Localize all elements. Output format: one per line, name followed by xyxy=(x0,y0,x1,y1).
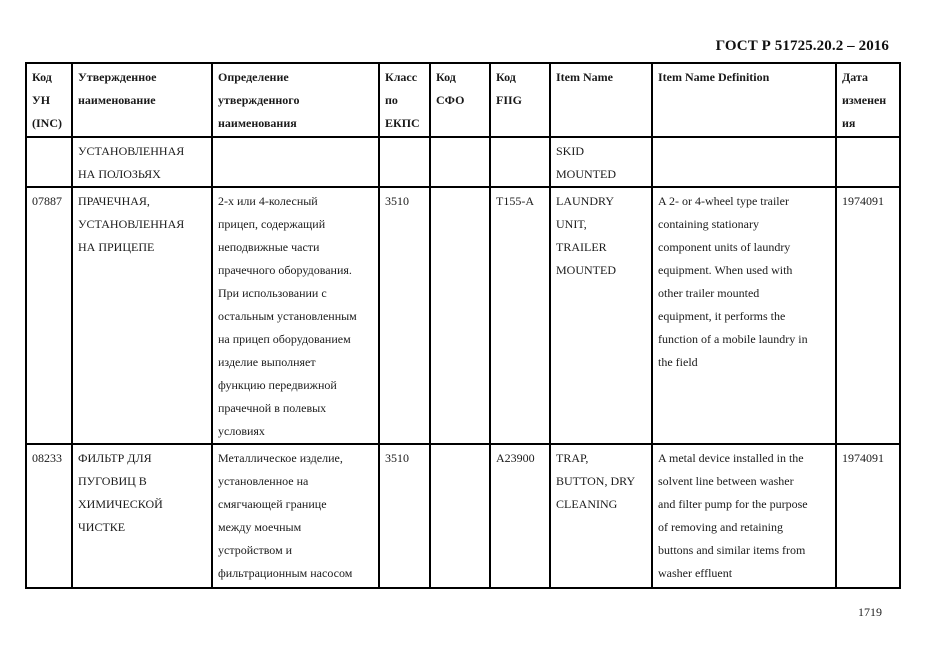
column-header-definition-ru xyxy=(212,63,379,137)
cell-item-name xyxy=(550,187,652,444)
cell-change-date xyxy=(836,187,900,444)
cell-text: buttons and similar items from xyxy=(658,543,806,557)
cell-text: TRAILER xyxy=(556,240,607,254)
column-header-approved-name xyxy=(72,63,212,137)
column-header-text: утвержденного xyxy=(218,93,300,107)
cell-text: устройством и xyxy=(218,543,293,557)
column-header-text: Item Name Definition xyxy=(658,70,770,84)
column-header-ekps-class xyxy=(379,63,430,137)
cell-text: УСТАНОВЛЕННАЯ xyxy=(78,217,185,231)
cell-text: 3510 xyxy=(385,451,409,465)
column-header-text: (INC) xyxy=(32,116,62,130)
cell-item-name-definition xyxy=(652,137,836,187)
cell-text: component units of laundry xyxy=(658,240,791,254)
cell-text: НА ПОЛОЗЬЯХ xyxy=(78,167,161,181)
cell-text: function of a mobile laundry in xyxy=(658,332,808,346)
cell-text: ПУГОВИЦ В xyxy=(78,474,147,488)
cell-text: прачечного оборудования. xyxy=(218,263,352,277)
cell-text: MOUNTED xyxy=(556,167,616,181)
table-row xyxy=(26,187,900,444)
cell-ekps-class xyxy=(379,444,430,588)
cell-text: 1974091 xyxy=(842,194,884,208)
cell-text: containing stationary xyxy=(658,217,759,231)
cell-text: TRAP, xyxy=(556,451,589,465)
cell-text: установленное на xyxy=(218,474,309,488)
cell-text: фильтрационным насосом xyxy=(218,566,353,580)
cell-text: на прицеп оборудованием xyxy=(218,332,351,346)
page-number: 1719 xyxy=(858,605,882,619)
cell-text: условиях xyxy=(218,424,265,438)
cell-fiig-code xyxy=(490,137,550,187)
cell-text: washer effluent xyxy=(658,566,733,580)
cell-inc xyxy=(26,137,72,187)
column-header-text: Дата xyxy=(842,70,868,84)
column-header-text: по xyxy=(385,93,398,107)
cell-text: 07887 xyxy=(32,194,62,208)
cell-inc xyxy=(26,444,72,588)
cell-definition-ru xyxy=(212,187,379,444)
table-header-row xyxy=(26,63,900,137)
column-header-item-name xyxy=(550,63,652,137)
column-header-text: УН xyxy=(32,93,51,107)
column-header-text: изменен xyxy=(842,93,887,107)
cell-text: LAUNDRY xyxy=(556,194,615,208)
cell-text: equipment. When used with xyxy=(658,263,793,277)
cell-inc xyxy=(26,187,72,444)
cell-text: equipment, it performs the xyxy=(658,309,786,323)
column-header-text: Утвержденное xyxy=(78,70,157,84)
cell-text: 2-х или 4-колесный xyxy=(218,194,318,208)
cell-text: между моечным xyxy=(218,520,302,534)
cell-text: A 2- or 4-wheel type trailer xyxy=(658,194,789,208)
cell-text: НА ПРИЦЕПЕ xyxy=(78,240,155,254)
cell-text: CLEANING xyxy=(556,497,618,511)
cell-text: BUTTON, DRY xyxy=(556,474,636,488)
column-header-text: СФО xyxy=(436,93,465,107)
cell-text: При использовании с xyxy=(218,286,327,300)
cell-text: 08233 xyxy=(32,451,62,465)
column-header-text: ЕКПС xyxy=(385,116,420,130)
column-header-change-date xyxy=(836,63,900,137)
cell-text: ФИЛЬТР ДЛЯ xyxy=(78,451,152,465)
cell-text: неподвижные части xyxy=(218,240,320,254)
cell-definition-ru xyxy=(212,444,379,588)
cell-text: 3510 xyxy=(385,194,409,208)
cell-fiig-code xyxy=(490,187,550,444)
column-header-text: Код xyxy=(32,70,52,84)
column-header-text: Item Name xyxy=(556,70,613,84)
cell-fiig-code xyxy=(490,444,550,588)
cell-sfo-code xyxy=(430,137,490,187)
cell-text: смягчающей границе xyxy=(218,497,327,511)
cell-text: прачечной в полевых xyxy=(218,401,327,415)
cell-text: функцию передвижной xyxy=(218,378,337,392)
cell-text: of removing and retaining xyxy=(658,520,783,534)
cell-text: Металлическое изделие, xyxy=(218,451,343,465)
cell-definition-ru xyxy=(212,137,379,187)
cell-ekps-class xyxy=(379,187,430,444)
cell-change-date xyxy=(836,444,900,588)
cell-ekps-class xyxy=(379,137,430,187)
cell-approved-name xyxy=(72,187,212,444)
cell-item-name xyxy=(550,444,652,588)
cell-text: A23900 xyxy=(496,451,535,465)
cell-item-name-definition xyxy=(652,444,836,588)
column-header-text: Код xyxy=(436,70,456,84)
column-header-text: Определение xyxy=(218,70,289,84)
table-row xyxy=(26,137,900,187)
cell-item-name xyxy=(550,137,652,187)
column-header-text: Код xyxy=(496,70,516,84)
cell-text: other trailer mounted xyxy=(658,286,760,300)
cell-item-name-definition xyxy=(652,187,836,444)
cell-text: MOUNTED xyxy=(556,263,616,277)
cell-text: solvent line between washer xyxy=(658,474,794,488)
item-names-table xyxy=(25,62,901,589)
cell-text: the field xyxy=(658,355,698,369)
cell-text: T155-A xyxy=(496,194,534,208)
cell-text: SKID xyxy=(556,144,585,158)
cell-text: and filter pump for the purpose xyxy=(658,497,808,511)
cell-change-date xyxy=(836,137,900,187)
cell-text: UNIT, xyxy=(556,217,587,231)
column-header-inc xyxy=(26,63,72,137)
cell-sfo-code xyxy=(430,444,490,588)
cell-text: ПРАЧЕЧНАЯ, xyxy=(78,194,150,208)
cell-text: изделие выполняет xyxy=(218,355,316,369)
cell-text: ЧИСТКЕ xyxy=(78,520,126,534)
document-standard-header: ГОСТ Р 51725.20.2 – 2016 xyxy=(715,38,889,54)
cell-text: 1974091 xyxy=(842,451,884,465)
cell-text: A metal device installed in the xyxy=(658,451,804,465)
column-header-text: наименования xyxy=(218,116,297,130)
column-header-text: FIIG xyxy=(496,93,523,107)
table-row xyxy=(26,444,900,588)
cell-text: прицеп, содержащий xyxy=(218,217,326,231)
column-header-item-name-definition xyxy=(652,63,836,137)
column-header-text: ия xyxy=(842,116,856,130)
cell-approved-name xyxy=(72,444,212,588)
column-header-text: наименование xyxy=(78,93,156,107)
column-header-sfo-code xyxy=(430,63,490,137)
cell-approved-name xyxy=(72,137,212,187)
column-header-fiig-code xyxy=(490,63,550,137)
cell-text: ХИМИЧЕСКОЙ xyxy=(78,497,163,511)
column-header-text: Класс xyxy=(385,70,418,84)
cell-text: остальным установленным xyxy=(218,309,357,323)
cell-text: УСТАНОВЛЕННАЯ xyxy=(78,144,185,158)
cell-sfo-code xyxy=(430,187,490,444)
